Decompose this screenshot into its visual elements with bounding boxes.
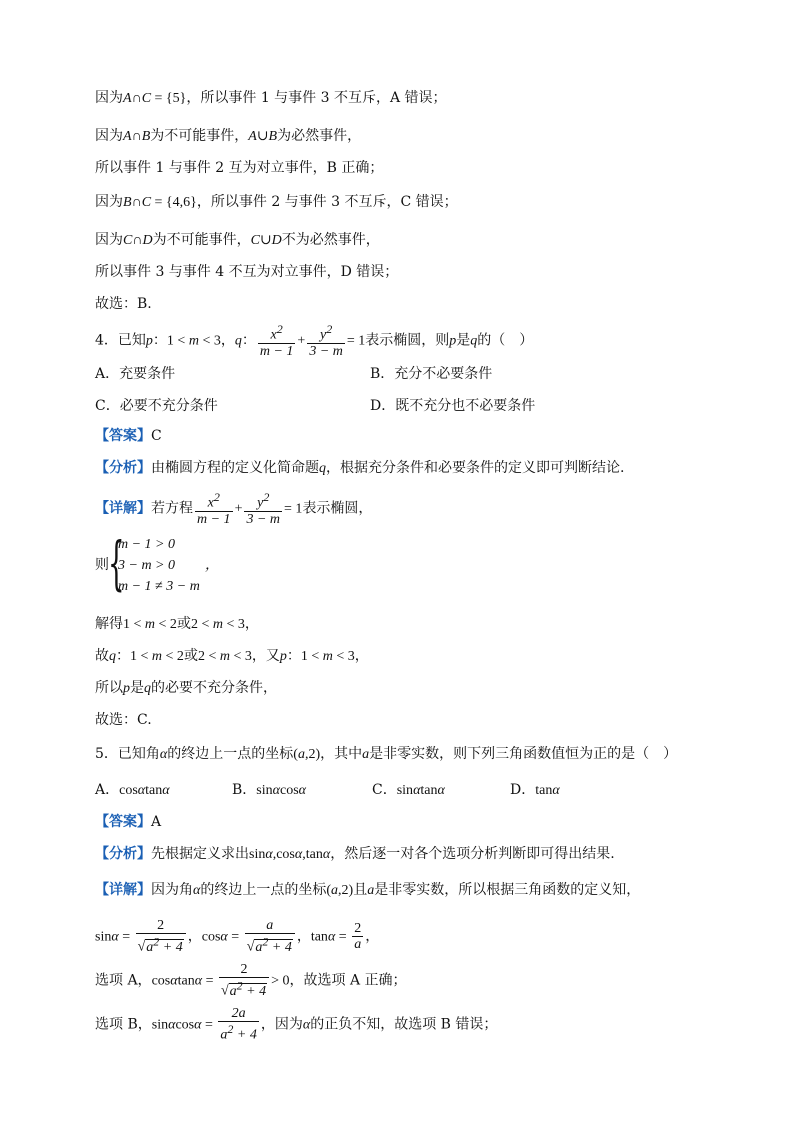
q5-option-c: C．sinαtanα — [372, 782, 445, 798]
text: 的终边上一点的坐标 — [200, 882, 327, 898]
q4-option-c: C．必要不充分条件 — [95, 398, 218, 414]
q5-option-b: B．sinαcosα — [232, 782, 307, 798]
text: ，根据充分条件和必要条件的定义即可判断结论. — [326, 460, 625, 476]
q4-option-a: A．充要条件 — [95, 366, 176, 382]
text: 为不可能事件， — [150, 128, 249, 144]
text: ，因为 — [260, 1016, 303, 1033]
text: 所以 — [95, 680, 123, 696]
answer-tag: 【答案】 — [95, 428, 151, 444]
text: 是非零实数，所以根据三角函数的定义知， — [374, 882, 641, 898]
question-5-stem: 5．已知角α的终边上一点的坐标(a,2)，其中a是非零实数，则下列三角函数值恒为正的是（ ） — [95, 746, 678, 762]
text: 且 — [353, 882, 368, 898]
text: 因为 — [95, 128, 123, 144]
text: 因为 — [95, 194, 123, 210]
q5-option-b-check: 选项 B，sinαcosα = $\frac{2a}{a^2 + 4}$ ，因为α的正负不知，故选项 B 错误； — [95, 1006, 498, 1043]
q4-detail: 【详解】若方程 $\frac{x^2}{m - 1}$ + $\frac{y^2}{3 - m}$ = 1表示椭圆， — [95, 490, 373, 527]
line-choose-b: 故选：B. — [95, 296, 152, 312]
text: 或 — [176, 616, 191, 632]
text: 先根据定义求出 — [151, 846, 249, 862]
detail-tag: 【详解】 — [95, 882, 151, 898]
text: 5．已知角 — [95, 746, 160, 762]
text: ，所以事件 2 与事件 3 不互斥，C 错误； — [196, 194, 458, 210]
detail-tag: 【详解】 — [95, 500, 151, 517]
q4-conclusion: 所以p是q的必要不充分条件， — [95, 680, 277, 696]
q5-analysis: 【分析】先根据定义求出sinα,cosα,tanα，然后逐一对各个选项分析判断即可得出结果. — [95, 846, 615, 862]
text: 选项 A， — [95, 972, 152, 989]
text: 表示椭圆， — [302, 500, 373, 517]
text: 选项 B， — [95, 1016, 152, 1033]
text: 4．已知 — [95, 332, 146, 349]
text: 若方程 — [151, 500, 193, 517]
text: ，故选项 A 正确； — [289, 972, 407, 989]
text: ，其中 — [320, 746, 363, 762]
answer-value: C — [151, 428, 162, 444]
line-cd-events: 因为C∩D为不可能事件，C∪D不为必然事件， — [95, 232, 380, 248]
q4-option-d: D．既不充分也不必要条件 — [370, 398, 536, 414]
text: 因为 — [95, 90, 123, 106]
line-b-correct: 所以事件 1 与事件 2 互为对立事件，B 正确； — [95, 160, 384, 176]
text: 为不可能事件， — [152, 232, 251, 248]
question-4-stem: 4．已知p：1 < m < 3，q： $\frac{x^2}{m - 1}$ + $\frac{y^2}{3 - m}$ = 1表示椭圆，则p是q的（ ） — [95, 322, 534, 359]
text: 的终边上一点的坐标 — [167, 746, 294, 762]
q4-hence: 故q：1 < m < 2或2 < m < 3，又p：1 < m < 3， — [95, 648, 369, 664]
system-row-2: 3 − m > 0 ， — [118, 558, 220, 573]
text: 的正负不知，故选项 B 错误； — [310, 1016, 498, 1033]
line-ab-events: 因为A∩B为不可能事件，A∪B为必然事件， — [95, 128, 362, 144]
q5-option-a: A．cosαtanα — [95, 782, 170, 798]
line-ac-not-exclusive: 因为A∩C = {5}，所以事件 1 与事件 3 不互斥，A 错误； — [95, 90, 447, 106]
system-row-3: m − 1 ≠ 3 − m — [118, 579, 200, 594]
answer-value: A — [151, 814, 162, 830]
analysis-tag: 【分析】 — [95, 460, 151, 476]
text: ，所以事件 1 与事件 3 不互斥，A 错误； — [186, 90, 447, 106]
text: 或 — [183, 648, 198, 664]
q5-detail: 【详解】因为角α的终边上一点的坐标(a,2)且a是非零实数，所以根据三角函数的定义知， — [95, 882, 641, 898]
text: 是 — [456, 332, 471, 349]
q5-answer — [95, 812, 161, 832]
text: 的必要不充分条件， — [151, 680, 277, 696]
system-brace: { — [108, 529, 125, 597]
text: 表示椭圆，则 — [365, 332, 450, 349]
q4-analysis: 【分析】由椭圆方程的定义化简命题q，根据充分条件和必要条件的定义即可判断结论. — [95, 460, 625, 476]
q5-trig-values: sinα = $\frac{2}{√a^2 + 4}$ ，cosα = $\frac{a}{√a^2 + 4}$ ，tanα = $\frac{2}{a}$ ， — [95, 918, 380, 955]
q4-then-label: 则 — [95, 557, 109, 573]
system-row-1: m − 1 > 0 — [118, 537, 176, 552]
text: ，然后逐一对各个选项分析判断即可得出结果. — [330, 846, 615, 862]
text: 因为角 — [151, 882, 193, 898]
text: 的（ ） — [477, 332, 534, 349]
text: 由椭圆方程的定义化简命题 — [151, 460, 319, 476]
q4-answer — [95, 426, 162, 446]
text: 是 — [130, 680, 144, 696]
line-d-wrong: 所以事件 3 与事件 4 不互为对立事件，D 错误； — [95, 264, 399, 280]
q4-option-b: B．充分不必要条件 — [370, 366, 493, 382]
text: ，又 — [251, 648, 280, 664]
text: 解得 — [95, 616, 123, 632]
answer-tag: 【答案】 — [95, 814, 151, 830]
analysis-tag: 【分析】 — [95, 846, 151, 862]
text: 不为必然事件， — [281, 232, 380, 248]
text: 故 — [95, 648, 109, 664]
text: 因为 — [95, 232, 123, 248]
text: 是非零实数，则下列三角函数值恒为正的是（ ） — [369, 746, 678, 762]
q4-final: 故选：C. — [95, 712, 152, 728]
text: 为必然事件， — [277, 128, 362, 144]
q4-solve: 解得1 < m < 2或2 < m < 3， — [95, 616, 259, 632]
q5-option-d: D．tanα — [510, 782, 560, 798]
line-bc-not-exclusive: 因为B∩C = {4,6}，所以事件 2 与事件 3 不互斥，C 错误； — [95, 194, 458, 210]
q5-option-a-check: 选项 A，cosαtanα = $\frac{2}{√a^2 + 4}$ > 0，故选项 A 正确； — [95, 962, 407, 999]
